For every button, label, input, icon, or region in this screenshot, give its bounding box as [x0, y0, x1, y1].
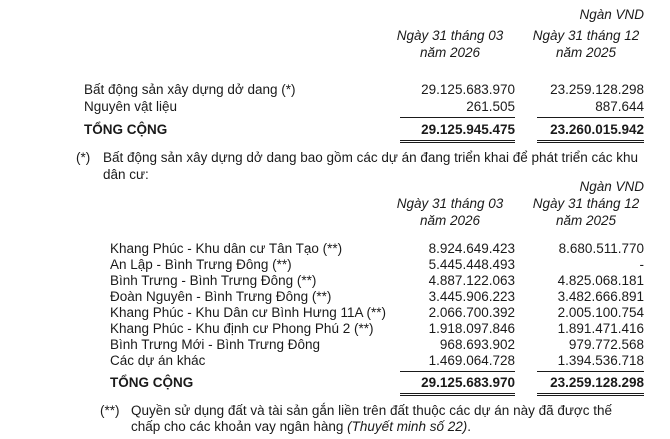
- total-double-rule-2: [537, 142, 644, 143]
- column-header-year-1: năm 2026: [419, 213, 481, 228]
- project-label: Khang Phúc - Khu định cư Phong Phú 2 (**): [110, 321, 374, 336]
- note-reference: (Thuyết minh số 22): [347, 419, 468, 434]
- project-value-1: 1.918.097.846: [428, 321, 515, 336]
- total-double-rule-1: [400, 395, 515, 396]
- project-label: Bình Trưng - Bình Trưng Đông (**): [110, 273, 317, 288]
- project-value-2: 3.482.666.891: [557, 289, 644, 304]
- project-value-1: 3.445.906.223: [428, 289, 515, 304]
- column-header-year-2: năm 2025: [555, 213, 617, 228]
- total-rule-1: [400, 393, 515, 394]
- project-label: Các dự án khác: [110, 353, 206, 368]
- project-value-1: 5.445.448.493: [428, 257, 515, 272]
- note-text-line-1: Quyền sử dụng đất và tài sản gắn liền trên đất thuộc các dự án này đã được thế: [131, 403, 613, 418]
- project-value-2: 1.891.471.416: [557, 321, 644, 336]
- project-value-2: -: [639, 257, 644, 272]
- project-label: Đoàn Nguyên - Bình Trưng Đông (**): [110, 289, 332, 304]
- subtotal-rule-2: [537, 117, 644, 118]
- note-marker: (**): [100, 403, 120, 418]
- project-value-1: 1.469.064.728: [428, 353, 515, 368]
- total-value-1: 29.125.945.475: [421, 122, 515, 137]
- subtotal-rule-2: [537, 371, 644, 372]
- row-value-2: 887.644: [595, 99, 644, 114]
- column-header-year-1: năm 2026: [419, 45, 481, 60]
- row-value-1: 29.125.683.970: [421, 82, 515, 97]
- note-marker: (*): [76, 150, 91, 165]
- total-value-2: 23.260.015.942: [550, 122, 644, 137]
- total-value-1: 29.125.683.970: [421, 375, 515, 390]
- project-value-1: 2.066.700.392: [428, 305, 515, 320]
- project-label: Khang Phúc - Khu dân cư Tân Tạo (**): [110, 241, 343, 256]
- column-header-date-2: Ngày 31 tháng 12: [532, 28, 640, 43]
- column-header-year-2: năm 2025: [555, 45, 617, 60]
- project-value-1: 8.924.649.423: [428, 241, 515, 256]
- project-value-2: 2.005.100.754: [557, 305, 644, 320]
- row-label: Bất động sản xây dựng dở dang (*): [84, 82, 296, 97]
- project-value-2: 4.825.068.181: [557, 273, 644, 288]
- total-value-2: 23.259.128.298: [550, 375, 644, 390]
- total-label: TỔNG CỘNG: [84, 122, 168, 137]
- project-value-1: 4.887.122.063: [428, 273, 515, 288]
- column-header-date-1: Ngày 31 tháng 03: [396, 28, 504, 43]
- unit-label: Ngàn VND: [579, 7, 644, 22]
- note-text-line-2: dân cư:: [103, 167, 149, 182]
- total-label: TỔNG CỘNG: [110, 375, 194, 390]
- total-rule-1: [400, 140, 515, 141]
- total-rule-2: [537, 393, 644, 394]
- project-value-2: 8.680.511.770: [558, 241, 644, 256]
- project-value-2: 979.772.568: [568, 337, 644, 352]
- row-value-2: 23.259.128.298: [550, 82, 644, 97]
- subtotal-rule-1: [400, 117, 515, 118]
- project-label: Khang Phúc - Khu Dân cư Bình Hưng 11A (**): [110, 305, 386, 320]
- unit-label: Ngàn VND: [579, 179, 644, 194]
- row-label: Nguyên vật liệu: [84, 99, 178, 114]
- project-value-2: 1.394.536.718: [557, 353, 644, 368]
- note-text-line-2: chấp cho các khoản vay ngân hàng (Thuyết minh số 22).: [131, 419, 471, 434]
- column-header-date-1: Ngày 31 tháng 03: [396, 196, 504, 211]
- column-header-date-2: Ngày 31 tháng 12: [532, 196, 640, 211]
- note-text-line-1: Bất động sản xây dựng dở dang bao gồm các dự án đang triển khai để phát triển các khu: [103, 150, 639, 165]
- project-label: Bình Trưng Mới - Bình Trưng Đông: [110, 337, 321, 352]
- row-value-1: 261.505: [466, 99, 515, 114]
- subtotal-rule-1: [400, 371, 515, 372]
- total-double-rule-1: [400, 142, 515, 143]
- total-double-rule-2: [537, 395, 644, 396]
- project-value-1: 968.693.902: [439, 337, 515, 352]
- project-label: An Lập - Bình Trưng Đông (**): [110, 257, 292, 272]
- total-rule-2: [537, 140, 644, 141]
